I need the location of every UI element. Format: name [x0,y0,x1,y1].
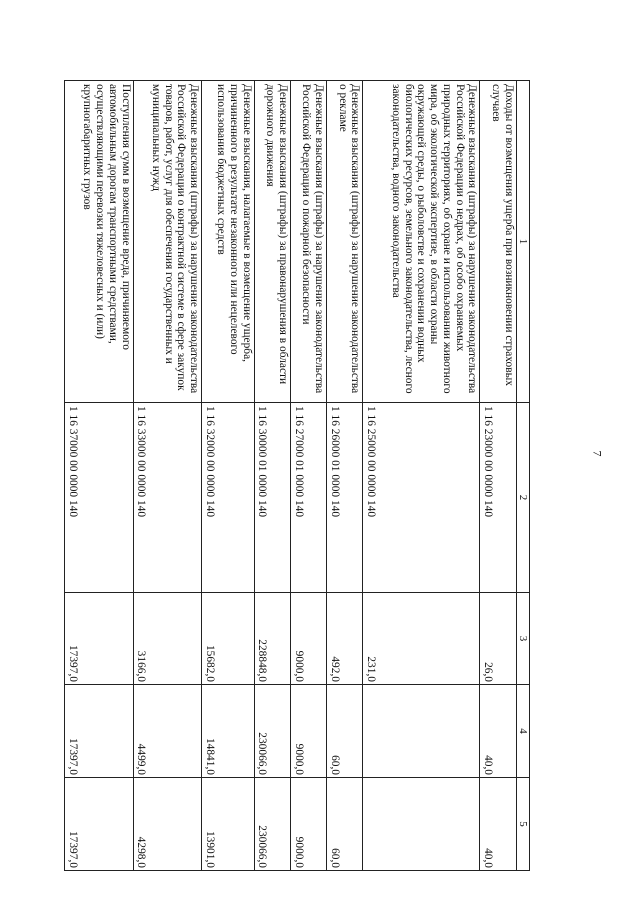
table-row [202,81,254,871]
rotated-table-container [64,80,530,870]
row-value-col5 [363,778,480,871]
row-description: Денежные взыскания (штрафы) за нарушение законодательства Российской Федерации о контрактной системе в сфере закупок товаров, работ, услуг для обеспечения государственных и муниципальных нужд [133,81,202,403]
row-value-col5: 17397,0 [65,778,134,871]
column-header-5: 5 [516,778,529,871]
row-code: 1 16 25000 00 0000 140 [363,403,480,593]
row-description: Денежные взыскания (штрафы) за правонарушения в области дорожного движения [254,81,290,403]
row-value-col3: 26,0 [480,593,516,685]
table-row [363,81,480,871]
row-description: Поступления сумм в возмещение вреда, причиняемого автомобильным дорогам транспортными средствами, осуществляющими перевозки тяжеловесных и (или) крупногабаритных грузов [65,81,134,403]
row-code: 1 16 37000 00 0000 140 [65,403,134,593]
row-value-col3: 231,0 [363,593,480,685]
column-header-2: 2 [516,403,529,593]
row-code: 1 16 26000 01 0000 140 [327,403,363,593]
row-value-col5: 13901,0 [202,778,254,871]
table-header-row [516,81,529,871]
row-value-col4: 14841,0 [202,685,254,778]
row-value-col3: 492,0 [327,593,363,685]
row-value-col3: 17397,0 [65,593,134,685]
column-header-3: 3 [516,593,529,685]
table-row [65,81,134,871]
row-value-col5: 230066,0 [254,778,290,871]
row-code: 1 16 23000 00 0000 140 [480,403,516,593]
page-number: 7 [590,450,605,457]
row-value-col3: 3166,0 [133,593,202,685]
column-header-4: 4 [516,685,529,778]
row-value-col5: 60,0 [327,778,363,871]
row-value-col5: 40,0 [480,778,516,871]
table-row [254,81,290,871]
revenue-table [64,80,530,871]
row-description: Денежные взыскания (штрафы) за нарушение законодательства о рекламе [327,81,363,403]
row-description: Денежные взыскания (штрафы) за нарушение законодательства Российской Федерации о недрах, об особо охраняемых природных территориях, об охране и использовании животного мира, об экологической экспертизе, в области охраны окружающей среды, о рыболовстве и сохранении водных биологических ресурсов, земельного законодательства, лесного законодательства, водного законодательства [363,81,480,403]
row-value-col4 [363,685,480,778]
table-row [327,81,363,871]
row-description: Денежные взыскания, налагаемые в возмещение ущерба, причиненного в результате незаконного или нецелевого использования бюджетных средств [202,81,254,403]
table-row [290,81,326,871]
row-description: Доходы от возмещения ущерба при возникновении страховых случаев [480,81,516,403]
row-value-col3: 228848,0 [254,593,290,685]
row-value-col4: 60,0 [327,685,363,778]
table-row [133,81,202,871]
row-code: 1 16 27000 01 0000 140 [290,403,326,593]
column-header-1: 1 [516,81,529,403]
row-code: 1 16 30000 01 0000 140 [254,403,290,593]
row-value-col4: 9000,0 [290,685,326,778]
row-value-col4: 230066,0 [254,685,290,778]
row-value-col4: 40,0 [480,685,516,778]
row-value-col3: 9000,0 [290,593,326,685]
row-value-col4: 4499,0 [133,685,202,778]
row-description: Денежные взыскания (штрафы) за нарушение законодательства Российской Федерации о пожарной безопасности [290,81,326,403]
row-value-col4: 17397,0 [65,685,134,778]
table-row [480,81,516,871]
row-value-col3: 15682,0 [202,593,254,685]
row-code: 1 16 33000 00 0000 140 [133,403,202,593]
row-value-col5: 9000,0 [290,778,326,871]
row-code: 1 16 32000 00 0000 140 [202,403,254,593]
row-value-col5: 4298,0 [133,778,202,871]
